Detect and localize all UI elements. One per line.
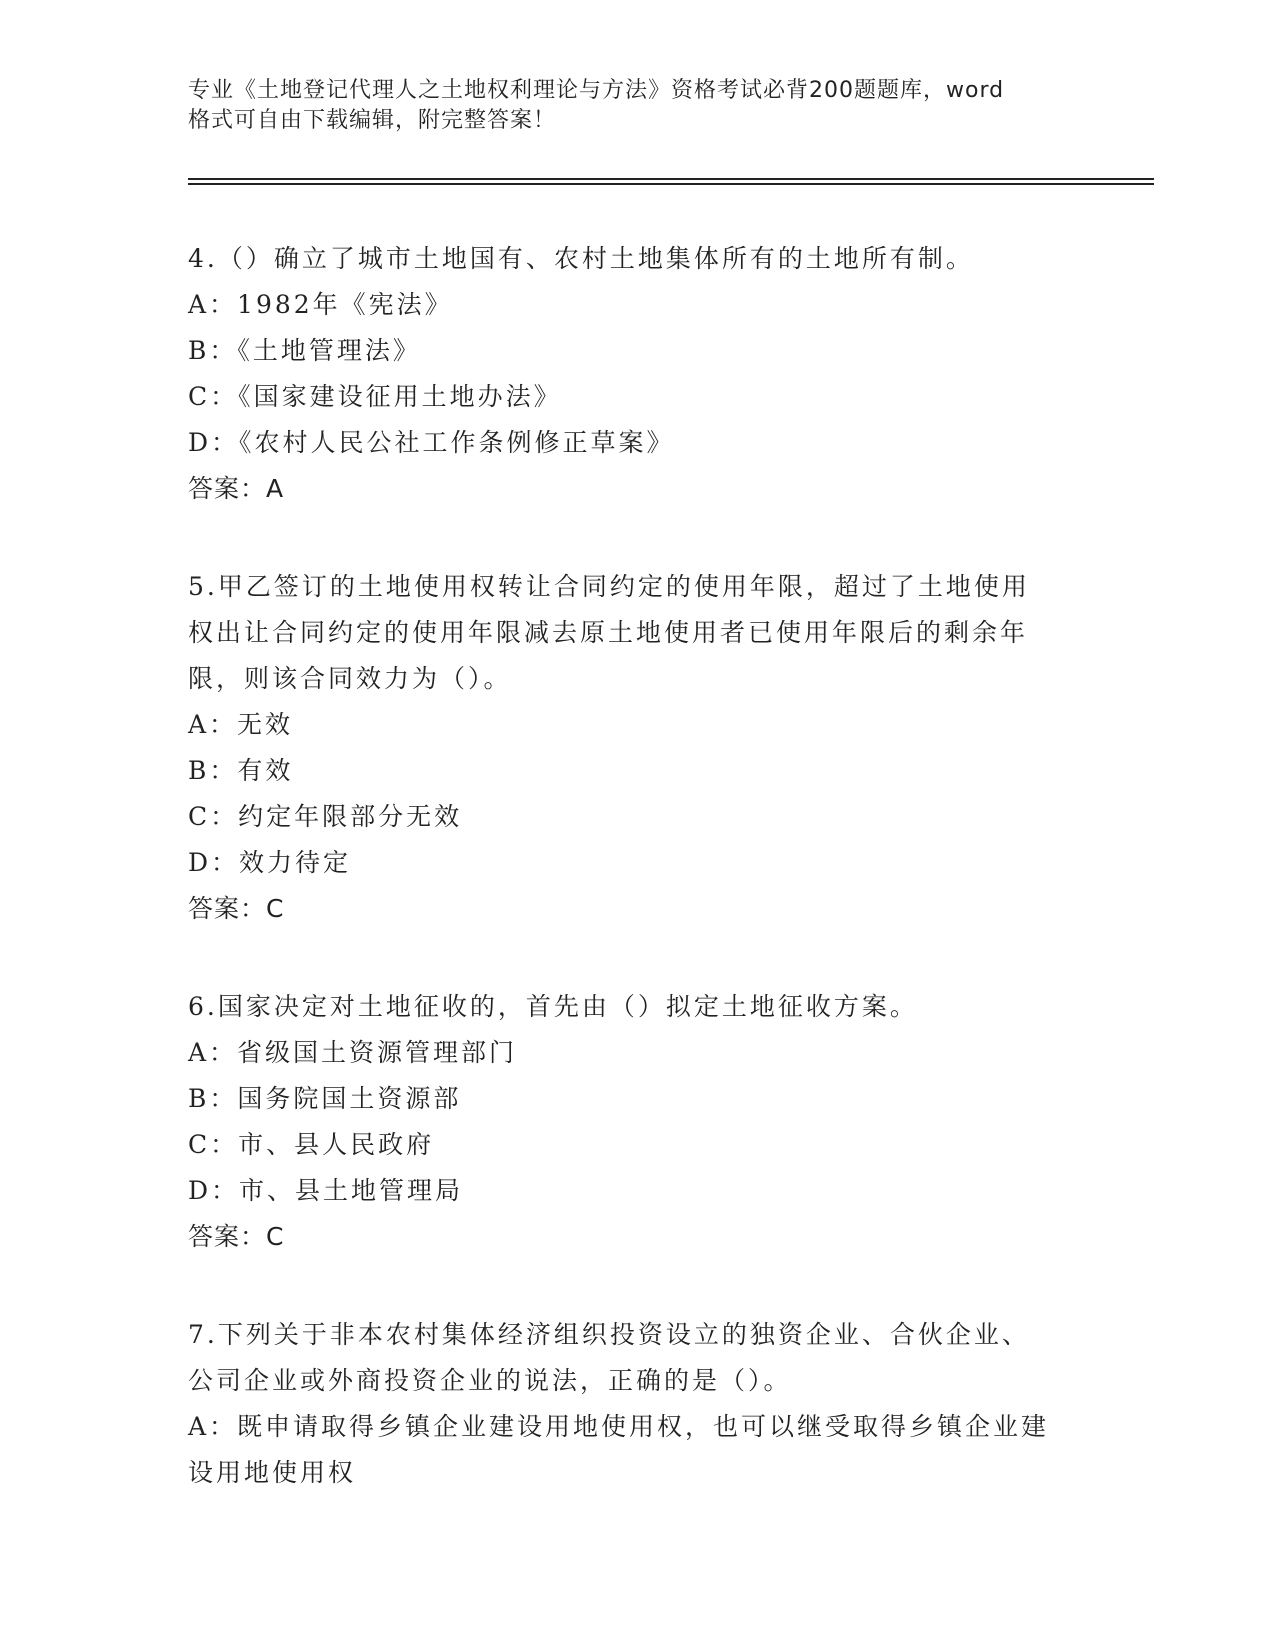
answer-option: A：无效 — [188, 710, 294, 739]
answer-option: D：市、县土地管理局 — [188, 1176, 464, 1205]
header-line: 专业《土地登记代理人之土地权利理论与方法》资格考试必背200题题库，word — [188, 78, 1005, 103]
answer-option: 设用地使用权 — [188, 1458, 357, 1487]
question-block — [188, 236, 1078, 512]
question-stem: 权出让合同约定的使用年限减去原土地使用者已使用年限后的剩余年 — [188, 618, 1029, 647]
answer-key: 答案：C — [188, 1222, 285, 1251]
answer-option: C：市、县人民政府 — [188, 1130, 435, 1159]
answer-option: D：效力待定 — [188, 848, 352, 877]
answer-option: A：既申请取得乡镇企业建设用地使用权，也可以继受取得乡镇企业建 — [188, 1412, 1050, 1441]
header-divider — [188, 178, 1154, 180]
question-stem: 5.甲乙签订的土地使用权转让合同约定的使用年限，超过了土地使用 — [188, 572, 1030, 601]
question-stem: 4.（）确立了城市土地国有、农村土地集体所有的土地所有制。 — [188, 244, 974, 273]
question-block — [188, 984, 1078, 1260]
document-header — [188, 76, 1068, 136]
answer-key: 答案：C — [188, 894, 285, 923]
answer-option: A：1982年《宪法》 — [188, 290, 453, 319]
answer-option: C：约定年限部分无效 — [188, 802, 463, 831]
answer-option: B：《土地管理法》 — [188, 336, 421, 365]
question-stem: 6.国家决定对土地征收的，首先由（）拟定土地征收方案。 — [188, 992, 918, 1021]
answer-option: B：有效 — [188, 756, 294, 785]
question-stem: 限，则该合同效力为（）。 — [188, 664, 512, 693]
question-stem: 公司企业或外商投资企业的说法，正确的是（）。 — [188, 1366, 792, 1395]
answer-option: A：省级国土资源管理部门 — [188, 1038, 518, 1067]
header-divider — [188, 183, 1154, 185]
question-list — [188, 236, 1078, 1548]
answer-option: B：国务院国土资源部 — [188, 1084, 462, 1113]
answer-option: D：《农村人民公社工作条例修正草案》 — [188, 428, 675, 457]
question-stem: 7.下列关于非本农村集体经济组织投资设立的独资企业、合伙企业、 — [188, 1320, 1030, 1349]
question-block — [188, 564, 1078, 932]
header-line: 格式可自由下载编辑，附完整答案！ — [188, 108, 557, 133]
question-block — [188, 1312, 1078, 1496]
answer-option: C：《国家建设征用土地办法》 — [188, 382, 562, 411]
answer-key: 答案：A — [188, 474, 285, 503]
